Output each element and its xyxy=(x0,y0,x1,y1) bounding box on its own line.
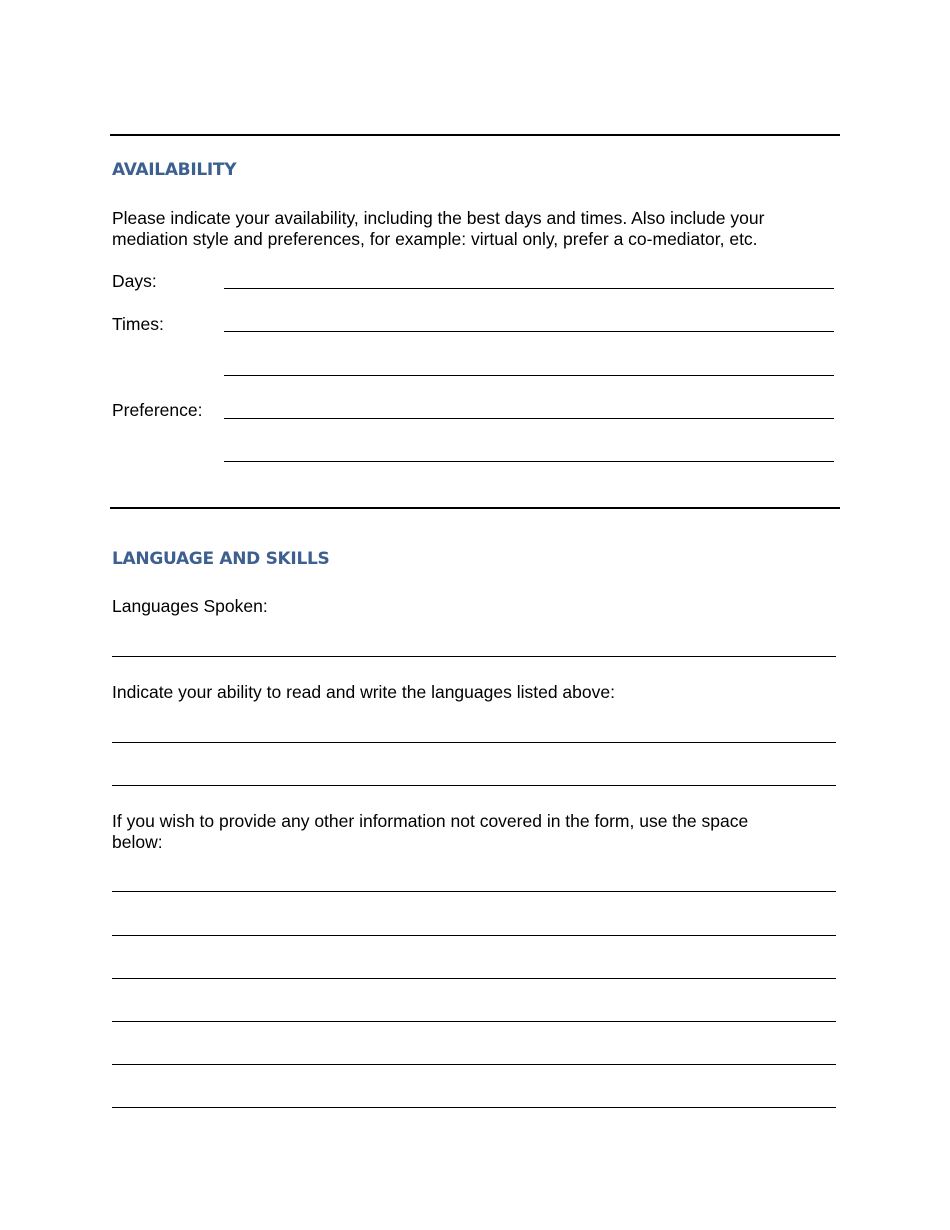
other-info-field-3[interactable] xyxy=(112,978,836,979)
other-info-field-2[interactable] xyxy=(112,935,836,936)
days-label: Days: xyxy=(112,271,157,291)
top-divider xyxy=(110,134,840,136)
times-label: Times: xyxy=(112,314,164,334)
languages-spoken-label: Languages Spoken: xyxy=(112,596,268,616)
preference-field[interactable] xyxy=(224,418,834,419)
language-ability-field-1[interactable] xyxy=(112,742,836,743)
other-info-label: If you wish to provide any other information not covered in the form, use the space below: xyxy=(112,811,749,852)
availability-intro: Please indicate your availability, including the best days and times. Also include your mediation style and preferences, for example: virtual only, prefer a co-mediator, etc. xyxy=(112,208,765,249)
availability-heading: AVAILABILITY xyxy=(112,160,237,180)
preference-field-line-2[interactable] xyxy=(224,461,834,462)
days-field[interactable] xyxy=(224,288,834,289)
times-field[interactable] xyxy=(224,331,834,332)
languages-spoken-field[interactable] xyxy=(112,656,836,657)
other-info-field-6[interactable] xyxy=(112,1107,836,1108)
other-info-field-1[interactable] xyxy=(112,891,836,892)
times-field-line-2[interactable] xyxy=(224,375,834,376)
preference-label: Preference: xyxy=(112,400,203,420)
language-skills-heading: LANGUAGE AND SKILLS xyxy=(112,549,330,569)
language-ability-field-2[interactable] xyxy=(112,785,836,786)
language-ability-label: Indicate your ability to read and write the languages listed above: xyxy=(112,682,615,702)
other-info-field-4[interactable] xyxy=(112,1021,836,1022)
section-divider xyxy=(110,507,840,509)
other-info-field-5[interactable] xyxy=(112,1064,836,1065)
